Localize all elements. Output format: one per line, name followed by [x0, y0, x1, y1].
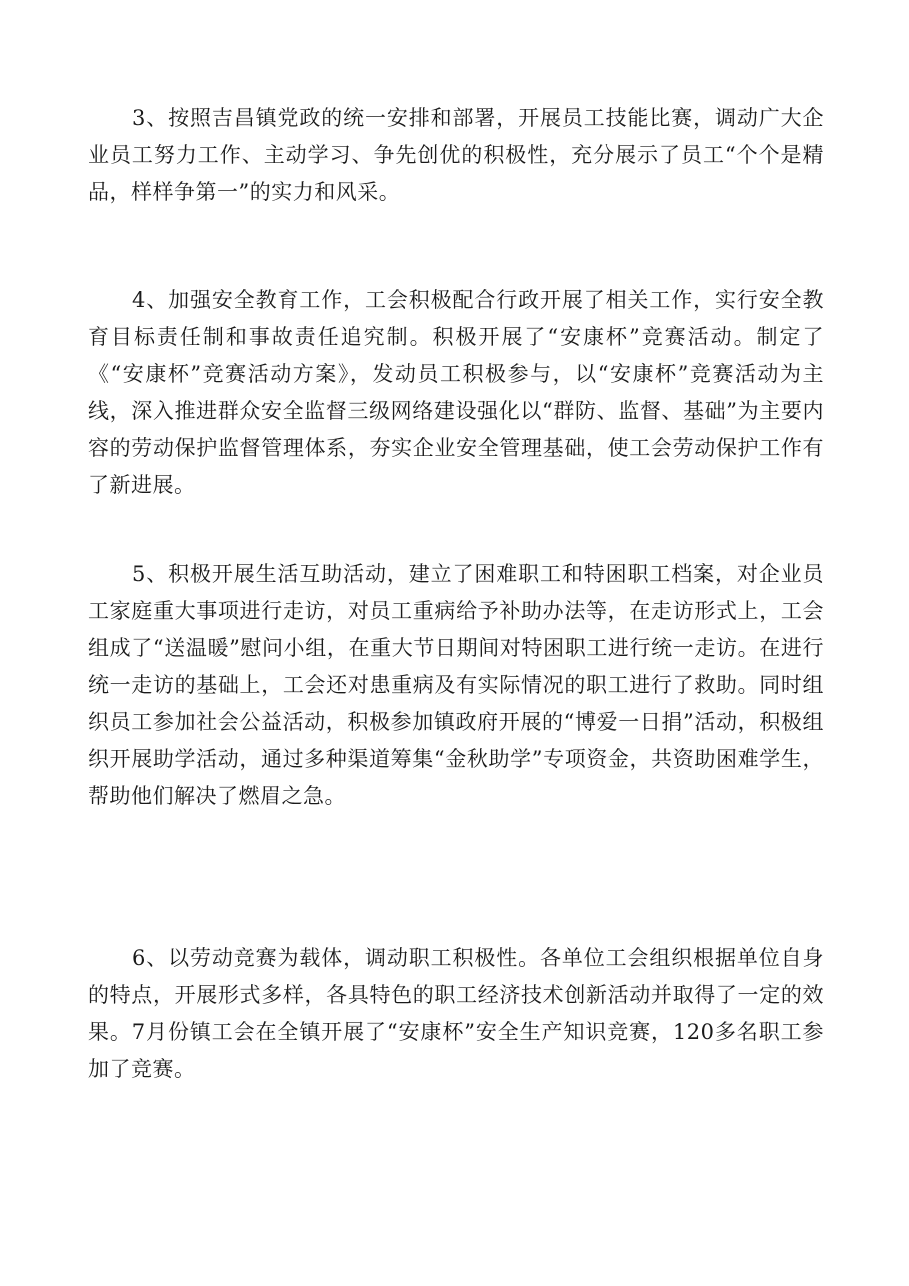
paragraph-4: 4、加强安全教育工作，工会积极配合行政开展了相关工作，实行安全教育目标责任制和事故责任追究制。积极开展了“安康杯”竞赛活动。制定了《“安康杯”竞赛活动方案》，发动员工积极参与，以“安康杯”竞赛活动为主线，深入推进群众安全监督三级网络建设强化以“群防、监督、基础”为主要内容的劳动保护监督管理体系，夯实企业安全管理基础，使工会劳动保护工作有了新进展。 [88, 288, 824, 497]
paragraph-5: 5、积极开展生活互助活动，建立了困难职工和特困职工档案，对企业员工家庭重大事项进行走访，对员工重病给予补助办法等，在走访形式上，工会组成了“送温暖”慰问小组，在重大节日期间对特困职工进行统一走访。在进行统一走访的基础上，工会还对患重病及有实际情况的职工进行了救助。同时组织员工参加社会公益活动，积极参加镇政府开展的“博爱一日捐”活动，积极组织开展助学活动，通过多种渠道筹集“金秋助学”专项资金，共资助困难学生，帮助他们解决了燃眉之急。 [88, 562, 824, 808]
paragraph-3: 3、按照吉昌镇党政的统一安排和部署，开展员工技能比赛，调动广大企业员工努力工作、主动学习、争先创优的积极性，充分展示了员工“个个是精品，样样争第一”的实力和风采。 [88, 106, 824, 204]
paragraph-6: 6、以劳动竞赛为载体，调动职工积极性。各单位工会组织根据单位自身的特点，开展形式多样，各具特色的职工经济技术创新活动并取得了一定的效果。7月份镇工会在全镇开展了“安康杯”安全生产知识竞赛，120多名职工参加了竞赛。 [88, 946, 824, 1081]
